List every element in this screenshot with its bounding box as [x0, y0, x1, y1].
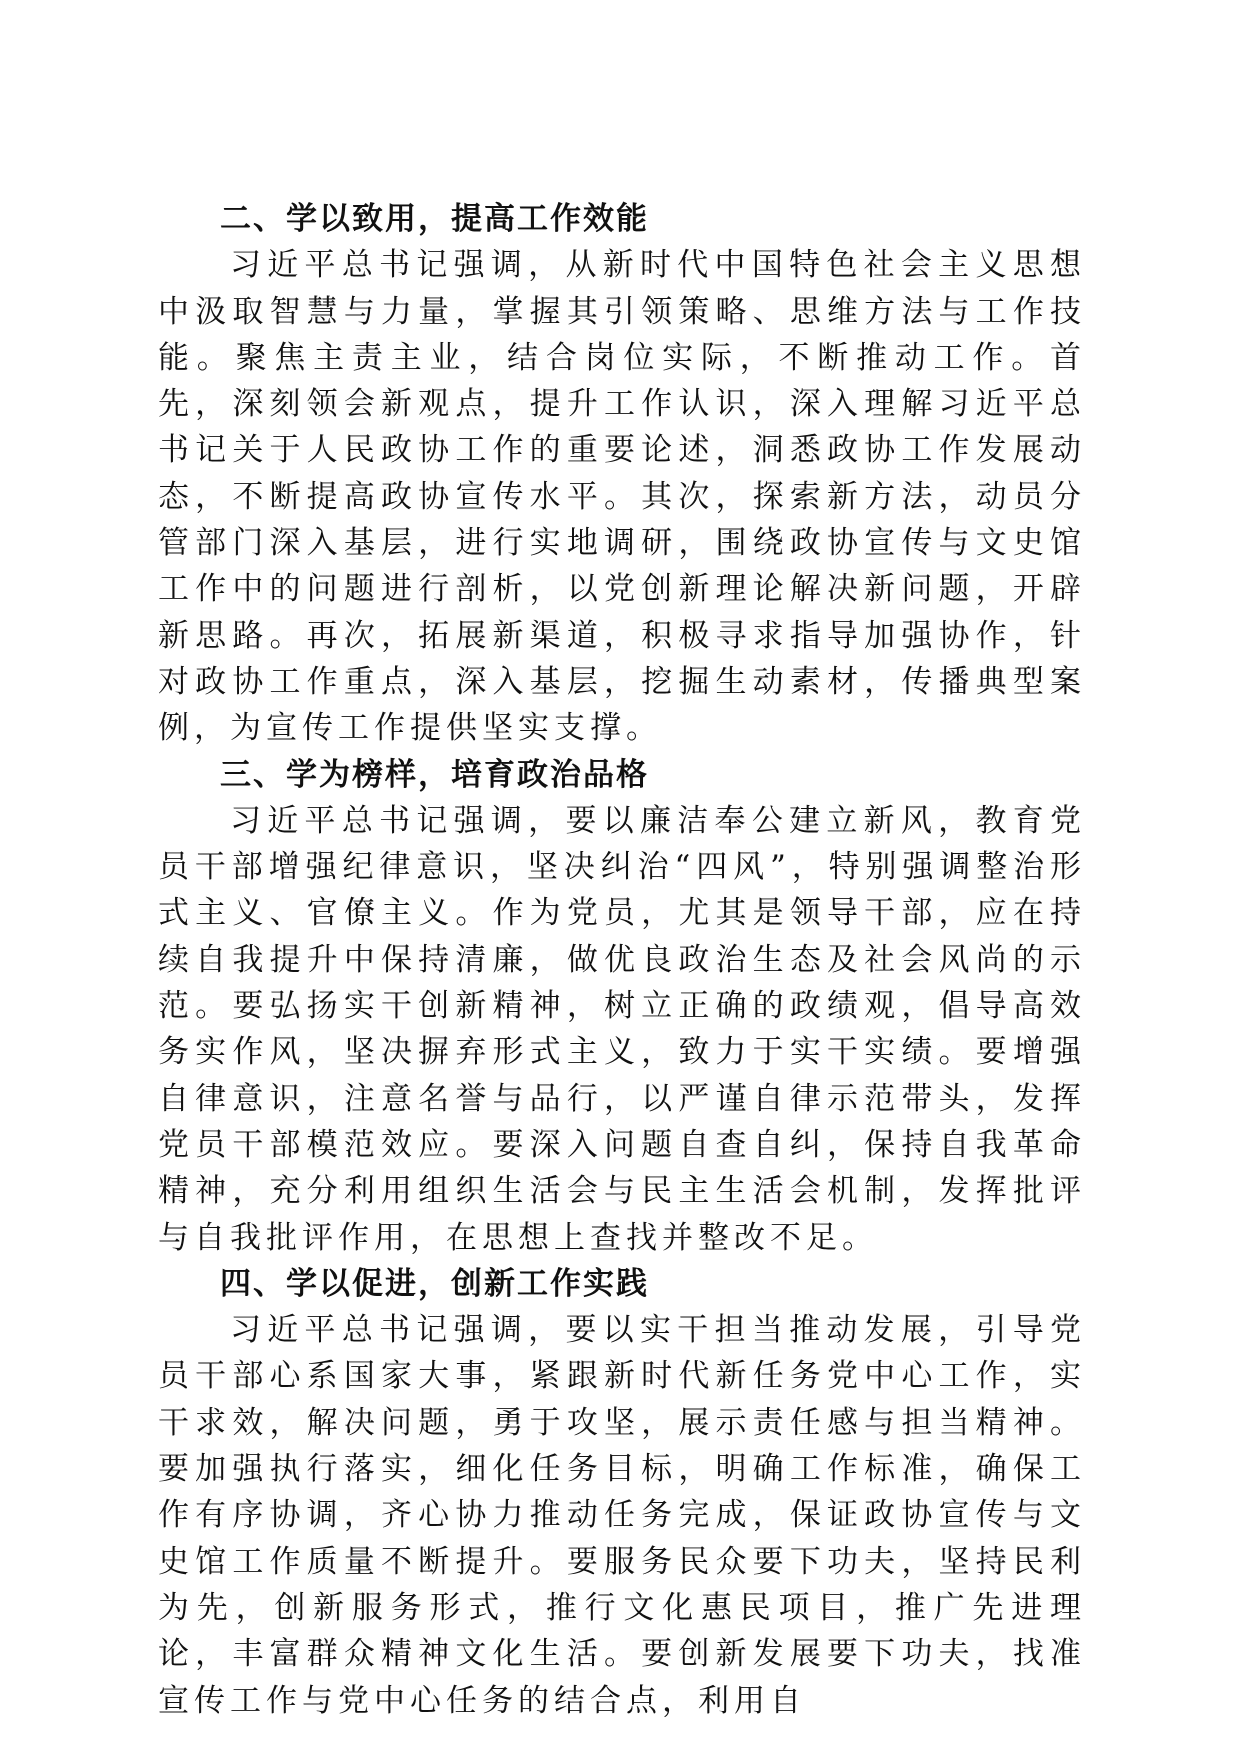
section-paragraph: 习近平总书记强调，要以实干担当推动发展，引导党员干部心系国家大事，紧跟新时代新任务党中心工作，实干求效，解决问题，勇于攻坚，展示责任感与担当精神。要加强执行落实，细化任务目标，明确工作标准，确保工作有序协调，齐心协力推动任务完成，保证政协宣传与文史馆工作质量不断提升。要服务民众要下功夫，坚持民利为先，创新服务形式，推行文化惠民项目，推广先进理论，丰富群众精神文化生活。要创新发展要下功夫，找准宣传工作与党中心任务的结合点，利用自: [158, 1312, 1086, 1719]
section-heading: 二、学以致用，提高工作效能: [220, 201, 649, 237]
section-2: [158, 196, 1086, 752]
section-3: [158, 752, 1086, 1261]
section-4: [158, 1261, 1086, 1724]
section-paragraph: 习近平总书记强调，从新时代中国特色社会主义思想中汲取智慧与力量，掌握其引领策略、思维方法与工作技能。聚焦主责主业，结合岗位实际，不断推动工作。首先，深刻领会新观点，提升工作认识，深入理解习近平总书记关于人民政协工作的重要论述，洞悉政协工作发展动态，不断提高政协宣传水平。其次，探索新方法，动员分管部门深入基层，进行实地调研，围绕政协宣传与文史馆工作中的问题进行剖析，以党创新理论解决新问题，开辟新思路。再次，拓展新渠道，积极寻求指导加强协作，针对政协工作重点，深入基层，挖掘生动素材，传播典型案例，为宣传工作提供坚实支撑。: [158, 247, 1086, 747]
section-paragraph: 习近平总书记强调，要以廉洁奉公建立新风，教育党员干部增强纪律意识，坚决纠治“四风”，特别强调整治形式主义、官僚主义。作为党员，尤其是领导干部，应在持续自我提升中保持清廉，做优良政治生态及社会风尚的示范。要弘扬实干创新精神，树立正确的政绩观，倡导高效务实作风，坚决摒弃形式主义，致力于实干实绩。要增强自律意识，注意名誉与品行，以严谨自律示范带头，发挥党员干部模范效应。要深入问题自查自纠，保持自我革命精神，充分利用组织生活会与民主生活会机制，发挥批评与自我批评作用，在思想上查找并整改不足。: [158, 802, 1086, 1256]
document-body: [158, 196, 1086, 1724]
section-heading: 三、学为榜样，培育政治品格: [220, 756, 649, 793]
section-heading: 四、学以促进，创新工作实践: [220, 1265, 649, 1302]
